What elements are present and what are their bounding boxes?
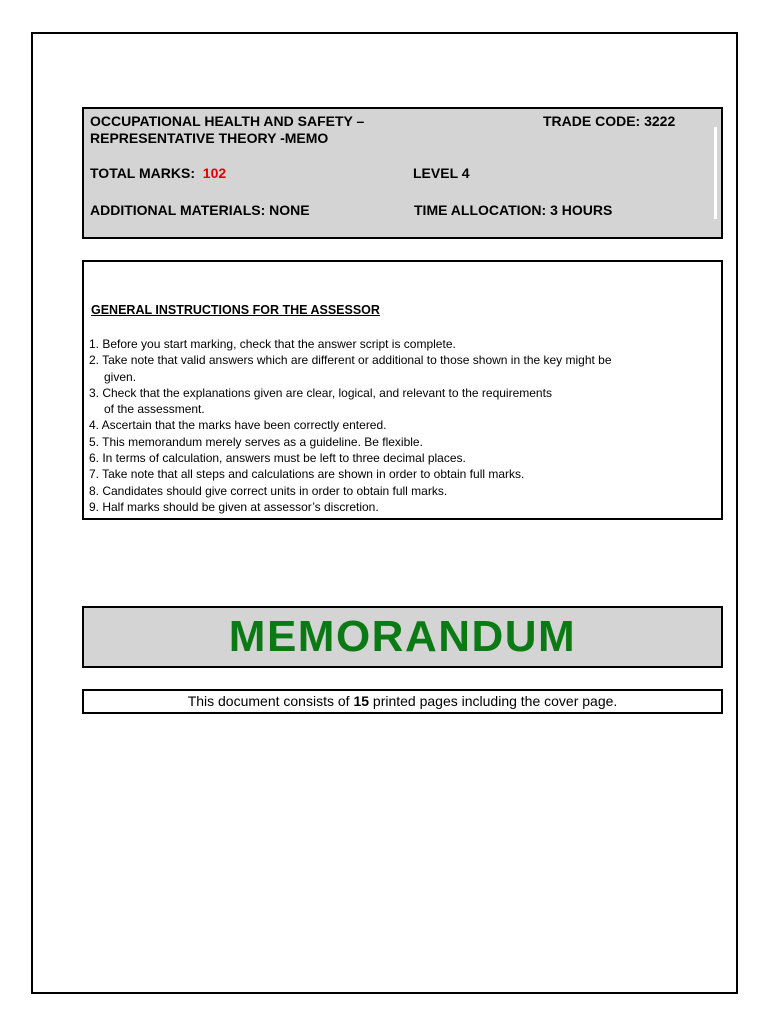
instructions-list <box>89 336 714 515</box>
instruction-item: 2. Take note that valid answers which are different or additional to those shown in the key might be <box>89 353 612 368</box>
page-count-text-before: This document consists of <box>187 693 354 709</box>
instruction-item: 4. Ascertain that the marks have been correctly entered. <box>89 418 387 433</box>
instruction-item: 7. Take note that all steps and calculations are shown in order to obtain full marks. <box>89 467 525 482</box>
instructions-box <box>82 260 723 520</box>
instructions-heading: GENERAL INSTRUCTIONS FOR THE ASSESSOR <box>91 303 380 317</box>
additional-materials: ADDITIONAL MATERIALS: NONE <box>90 202 310 218</box>
instruction-item: 9. Half marks should be given at assessor’s discretion. <box>89 499 379 514</box>
total-marks <box>90 165 226 182</box>
document-title-line2: REPRESENTATIVE THEORY -MEMO <box>90 130 329 146</box>
total-marks-label: TOTAL MARKS: <box>90 165 195 181</box>
page-count-text-after: printed pages including the cover page. <box>369 693 618 709</box>
level: LEVEL 4 <box>413 165 470 181</box>
header-strip <box>714 127 717 219</box>
time-allocation: TIME ALLOCATION: 3 HOURS <box>414 202 613 218</box>
page-count-value: 15 <box>353 693 370 709</box>
total-marks-value: 102 <box>202 165 227 181</box>
instruction-item: 5. This memorandum merely serves as a guideline. Be flexible. <box>89 434 423 449</box>
memorandum-banner <box>82 606 723 668</box>
instruction-item: 8. Candidates should give correct units in order to obtain full marks. <box>89 483 448 498</box>
instruction-item: 3. Check that the explanations given are clear, logical, and relevant to the requirements <box>89 385 552 400</box>
instruction-item-continuation: of the assessment. <box>104 402 205 417</box>
instruction-item: 1. Before you start marking, check that the answer script is complete. <box>89 337 456 351</box>
document-title-line1: OCCUPATIONAL HEALTH AND SAFETY – <box>90 113 365 129</box>
page-count-note <box>82 689 723 714</box>
instruction-item: 6. In terms of calculation, answers must be left to three decimal places. <box>89 451 466 466</box>
header-box <box>82 107 723 239</box>
memorandum-title: MEMORANDUM <box>228 612 577 661</box>
trade-code: TRADE CODE: 3222 <box>543 113 676 129</box>
instruction-item-continuation: given. <box>104 369 137 384</box>
